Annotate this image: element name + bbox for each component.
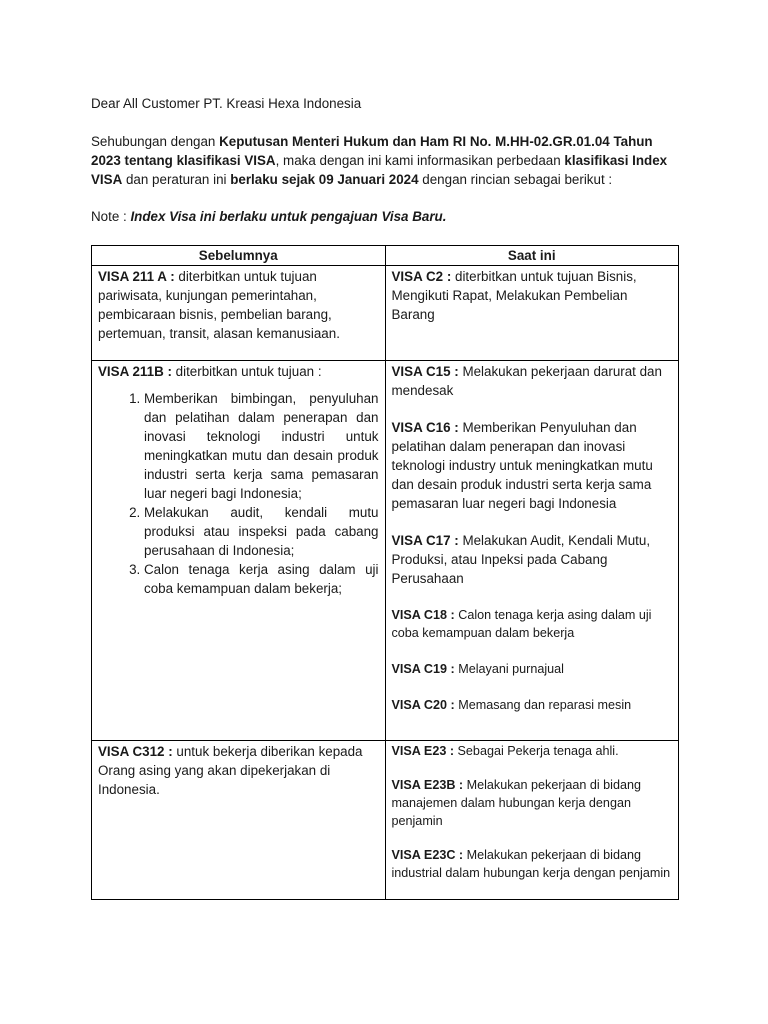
intro-text-3: dan peraturan ini <box>122 172 231 187</box>
note-text: Index Visa ini berlaku untuk pengajuan Visa Baru. <box>130 209 447 224</box>
visa-description: untuk bekerja diberikan kepada Orang asing yang akan dipekerjakan di Indonesia. <box>98 744 363 797</box>
visa-code: VISA 211 A : <box>98 269 175 284</box>
list-item: 2. Melakukan audit, kendali mutu produksi atau inspeksi pada cabang perusahaan di Indonesia; <box>144 503 379 560</box>
visa-description: Melayani purnajual <box>454 662 564 676</box>
header-previous: Sebelumnya <box>92 246 386 266</box>
current-cell <box>385 361 679 741</box>
visa-description: diterbitkan untuk tujuan Bisnis, Mengikuti Rapat, Melakukan Pembelian Barang <box>391 269 637 322</box>
note-label: Note : <box>91 209 131 224</box>
previous-cell <box>92 741 386 900</box>
visa-description: diterbitkan untuk tujuan : <box>171 364 322 379</box>
visa-entry <box>392 531 673 588</box>
current-cell <box>385 266 679 361</box>
visa-description: Melakukan pekerjaan darurat dan mendesak <box>391 364 662 398</box>
visa-entry <box>392 267 673 324</box>
intro-bold-decree: Keputusan Menteri Hukum dan Ham RI No. M.HH-02.GR.01.04 Tahun 2023 tentang klasifikasi VISA <box>91 134 653 168</box>
visa-entry <box>98 267 379 343</box>
visa-code: VISA C15 : <box>391 364 459 379</box>
visa-description: Melakukan pekerjaan di bidang manajemen dalam hubungan kerja dengan penjamin <box>391 778 641 828</box>
intro-text-1: Sehubungan dengan <box>91 134 220 149</box>
visa-description: Sebagai Pekerja tenaga ahli. <box>454 744 619 758</box>
visa-code: VISA C2 : <box>391 269 452 284</box>
visa-code: VISA E23C : <box>391 848 464 862</box>
intro-bold-effective-date: berlaku sejak 09 Januari 2024 <box>230 172 419 187</box>
table-row <box>92 741 679 900</box>
header-current: Saat ini <box>385 246 679 266</box>
visa-entry <box>392 742 673 760</box>
visa-entry <box>392 846 673 882</box>
visa-code: VISA E23 : <box>391 744 455 758</box>
visa-code: VISA C17 : <box>391 533 459 548</box>
visa-description: Melakukan pekerjaan di bidang industrial dalam hubungan kerja dengan penjamin <box>391 848 671 880</box>
visa-code: VISA C312 : <box>98 744 173 759</box>
visa-entry <box>98 742 379 799</box>
previous-cell <box>92 361 386 741</box>
visa-description: diterbitkan untuk tujuan pariwisata, kunjungan pemerintahan, pembicaraan bisnis, pembelian barang, pertemuan, transit, alasan kemanusiaan. <box>98 269 340 341</box>
visa-entry <box>392 696 673 714</box>
visa-description: Memberikan Penyuluhan dan pelatihan dalam penerapan dan inovasi teknologi industry untuk meningkatkan mutu dan desain produk industri serta kerja sama pemasaran luar negeri bagi Indonesia <box>391 420 653 511</box>
intro-bold-classification: klasifikasi Index VISA <box>91 153 668 187</box>
visa-comparison-table <box>91 245 679 900</box>
intro-paragraph <box>91 132 681 189</box>
intro-text-4: dengan rincian sebagai berikut : <box>418 172 613 187</box>
visa-code: VISA C18 : <box>391 608 455 622</box>
purpose-list <box>98 389 379 598</box>
visa-entry <box>392 606 673 642</box>
table-header-row <box>92 246 679 266</box>
intro-text-2: , maka dengan ini kami informasikan perbedaan <box>275 153 565 168</box>
visa-code: VISA C19 : <box>391 662 455 676</box>
visa-code: VISA E23B : <box>391 778 464 792</box>
visa-entry <box>98 362 379 381</box>
visa-description: Calon tenaga kerja asing dalam uji coba kemampuan dalam bekerja <box>391 608 652 640</box>
visa-code: VISA C16 : <box>391 420 459 435</box>
previous-cell <box>92 266 386 361</box>
table-row <box>92 361 679 741</box>
list-item: 3. Calon tenaga kerja asing dalam uji coba kemampuan dalam bekerja; <box>144 560 379 598</box>
visa-description: Memasang dan reparasi mesin <box>454 698 632 712</box>
current-cell <box>385 741 679 900</box>
visa-description: Melakukan Audit, Kendali Mutu, Produksi, atau Inpeksi pada Cabang Perusahaan <box>391 533 651 586</box>
table-row <box>92 266 679 361</box>
visa-entry <box>392 776 673 830</box>
visa-entry <box>392 362 673 400</box>
list-item: 1. Memberikan bimbingan, penyuluhan dan pelatihan dalam penerapan dan inovasi teknologi industri untuk meningkatkan mutu dan desain produk industri serta kerja sama pemasaran luar negeri bagi Indonesia; <box>144 389 379 503</box>
visa-code: VISA C20 : <box>391 698 455 712</box>
visa-code: VISA 211B : <box>98 364 172 379</box>
visa-entry <box>392 660 673 678</box>
greeting-line: Dear All Customer PT. Kreasi Hexa Indonesia <box>91 96 362 111</box>
note-line <box>91 207 681 226</box>
visa-entry <box>392 418 673 513</box>
